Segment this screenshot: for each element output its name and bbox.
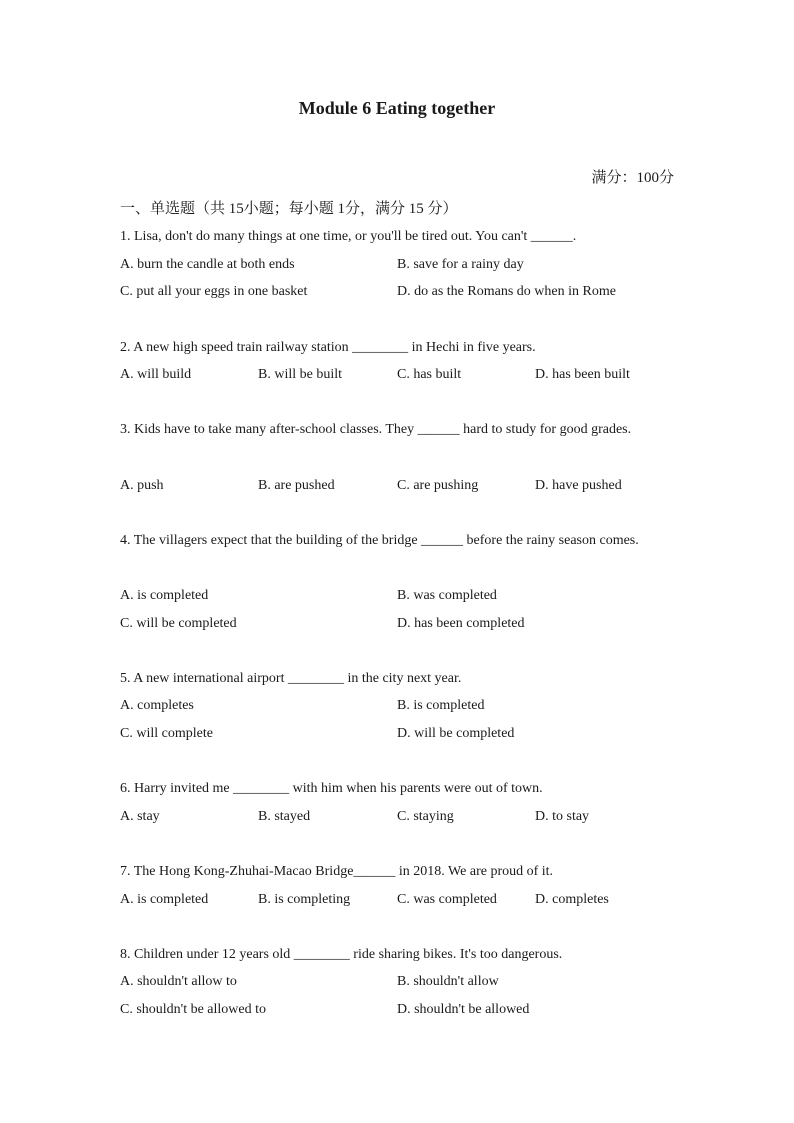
question-6-option-b: B. stayed (258, 809, 311, 824)
question-5-option-d: D. will be completed (397, 726, 515, 741)
question-7-option-c: C. was completed (397, 892, 497, 907)
question-3-text: 3. Kids have to take many after-school classes. They ______ hard to study for good grades. (120, 422, 632, 437)
question-7-option-b: B. is completing (258, 892, 351, 907)
question-7-option-a: A. is completed (120, 892, 209, 907)
question-4-text: 4. The villagers expect that the building of the bridge ______ before the rainy season comes. (120, 533, 639, 548)
question-7-text: 7. The Hong Kong-Zhuhai-Macao Bridge______ in 2018. We are proud of it. (120, 864, 554, 879)
question-2-option-b: B. will be built (258, 367, 342, 382)
question-3-option-d: D. have pushed (535, 478, 622, 493)
question-1-option-d: D. do as the Romans do when in Rome (397, 284, 616, 299)
question-4-option-d: D. has been completed (397, 616, 525, 631)
question-2-text: 2. A new high speed train railway station ________ in Hechi in five years. (120, 340, 536, 355)
question-3-option-c: C. are pushing (397, 478, 479, 493)
question-3-option-b: B. are pushed (258, 478, 335, 493)
question-2-option-d: D. has been built (535, 367, 630, 382)
question-1-option-b: B. save for a rainy day (397, 257, 524, 272)
section-heading: 一、单选题（共 15小题；每小题 1分，满分 15 分） (120, 201, 458, 217)
question-5-option-c: C. will complete (120, 726, 213, 741)
question-8-text: 8. Children under 12 years old ________ ride sharing bikes. It's too dangerous. (120, 947, 563, 962)
question-1-option-a: A. burn the candle at both ends (120, 257, 295, 272)
question-6-option-d: D. to stay (535, 809, 590, 824)
question-7-option-d: D. completes (535, 892, 609, 907)
question-5-text: 5. A new international airport ________ in the city next year. (120, 671, 462, 686)
question-6-option-c: C. staying (397, 809, 454, 824)
question-2-option-a: A. will build (120, 367, 192, 382)
question-1-text: 1. Lisa, don't do many things at one time, or you'll be tired out. You can't ______. (120, 229, 577, 244)
question-2-option-c: C. has built (397, 367, 462, 382)
question-4-option-c: C. will be completed (120, 616, 237, 631)
question-3-option-a: A. push (120, 478, 164, 493)
question-6-option-a: A. stay (120, 809, 160, 824)
question-6-text: 6. Harry invited me ________ with him when his parents were out of town. (120, 781, 543, 796)
question-8-option-c: C. shouldn't be allowed to (120, 1002, 267, 1017)
question-4-option-b: B. was completed (397, 588, 497, 603)
question-4-option-a: A. is completed (120, 588, 209, 603)
question-5-option-b: B. is completed (397, 698, 485, 713)
question-8-option-a: A. shouldn't allow to (120, 974, 237, 989)
total-score: 满分：100分 (591, 170, 674, 186)
question-8-option-d: D. shouldn't be allowed (397, 1002, 530, 1017)
question-1-option-c: C. put all your eggs in one basket (120, 284, 308, 299)
question-5-option-a: A. completes (120, 698, 194, 713)
question-8-option-b: B. shouldn't allow (397, 974, 499, 989)
page-title: Module 6 Eating together (298, 98, 496, 118)
